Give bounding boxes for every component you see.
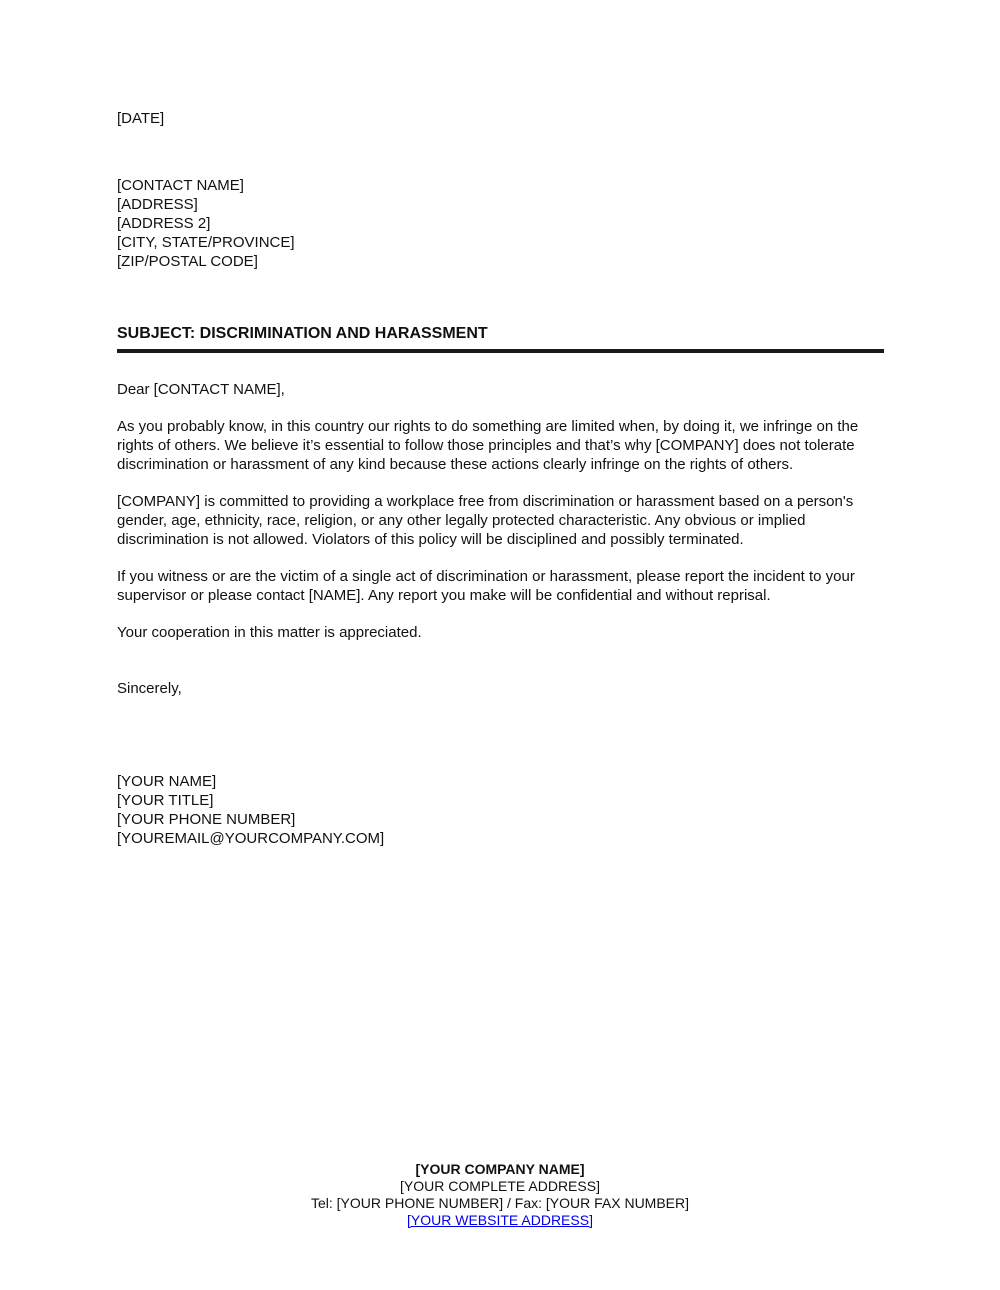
closing: Sincerely, — [117, 680, 182, 697]
footer-website-link[interactable]: [YOUR WEBSITE ADDRESS] — [407, 1212, 593, 1228]
recipient-address-2: [ADDRESS 2] — [117, 215, 211, 232]
footer-address: [YOUR COMPLETE ADDRESS] — [400, 1178, 600, 1194]
recipient-contact-name: [CONTACT NAME] — [117, 177, 244, 194]
footer-company-name: [YOUR COMPANY NAME] — [415, 1161, 585, 1177]
salutation: Dear [CONTACT NAME], — [117, 381, 285, 398]
subject-line: SUBJECT: DISCRIMINATION AND HARASSMENT — [117, 325, 488, 342]
body-paragraph-3: If you witness or are the victim of a single act of discrimination or harassment, please report the incident to your supervisor or please contact [NAME]. Any report you make will be confidential and without reprisal. — [117, 568, 855, 604]
date-placeholder: [DATE] — [117, 110, 165, 127]
body-paragraph-1: As you probably know, in this country our rights to do something are limited when, by doing it, we infringe on the rights of others. We believe it’s essential to follow those principles and that’s why [COMPANY] does not tolerate discrimination or harassment of any kind because these actions clearly infringe on the rights of others. — [117, 418, 859, 473]
signature-phone: [YOUR PHONE NUMBER] — [117, 811, 296, 828]
signature-block — [117, 772, 884, 848]
body-paragraph-4: Your cooperation in this matter is appreciated. — [117, 624, 422, 641]
recipient-zip-code: [ZIP/POSTAL CODE] — [117, 253, 258, 270]
page-footer — [0, 1161, 1000, 1229]
recipient-block — [117, 176, 884, 271]
signature-title: [YOUR TITLE] — [117, 792, 214, 809]
recipient-address: [ADDRESS] — [117, 196, 198, 213]
signature-email: [YOUREMAIL@YOURCOMPANY.COM] — [117, 830, 385, 847]
subject-divider — [117, 349, 884, 353]
footer-tel-fax: Tel: [YOUR PHONE NUMBER] / Fax: [YOUR FAX NUMBER] — [310, 1195, 690, 1211]
recipient-city-state: [CITY, STATE/PROVINCE] — [117, 234, 295, 251]
body-paragraph-2: [COMPANY] is committed to providing a workplace free from discrimination or harassment based on a person's gender, age, ethnicity, race, religion, or any other legally protected characteristic. Any obvious or implied discrimination is not allowed. Violators of this policy will be disciplined and possibly terminated. — [117, 493, 854, 548]
signature-name: [YOUR NAME] — [117, 773, 217, 790]
